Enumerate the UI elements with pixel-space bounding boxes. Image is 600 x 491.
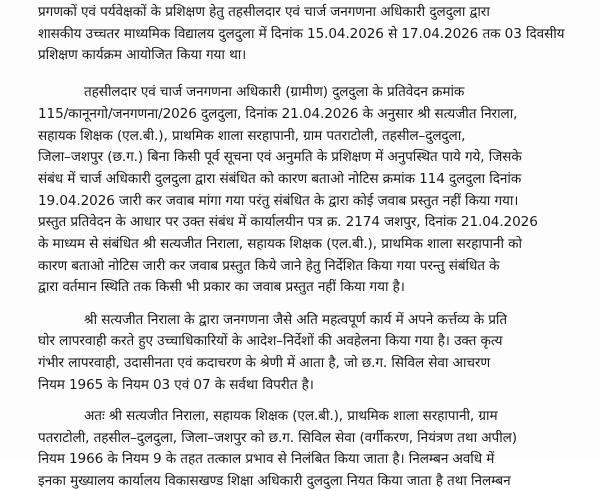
text-line: द्वारा वर्तमान स्थिति तक किसी भी प्रकार का जवाब प्रस्तुत नहीं किया गया है। — [38, 279, 405, 295]
text-line: जिला–जशपुर (छ.ग.) बिना किसी पूर्व सूचना एवं अनुमति के प्रशिक्षण में अनुपस्थित पाये गये, जिसके — [38, 149, 522, 165]
text-line: संबंध में चार्ज अधिकारी दुलदुला द्वारा संबंधित को कारण बताओ नोटिस क्रमांक 114 दुलदुला दिनांक — [38, 171, 522, 187]
text-line: घोर लापरवाही करते हुए उच्चाधिकारियों के आदेश–निर्देशों की अवहेलना किया गया है। उक्त कृत्य — [38, 333, 503, 349]
text-line: नियम 1966 के नियम 9 के तहत तत्काल प्रभाव से निलंबित किया जाता है। निलम्बन अवधि में — [38, 451, 495, 467]
text-line: गंभीर लापरवाही, उदासीनता एवं कदाचरण के श्रेणी में आता है, जो छ.ग. सिविल सेवा आचरण — [38, 355, 491, 371]
text-line: के माध्यम से संबंधित श्री सत्यजीत निराला, सहायक शिक्षक (एल.बी.), प्राथमिक शाला सरहापानी को — [38, 236, 522, 252]
text-line: पतराटोली, तहसील–दुलदुला, जिला–जशपुर को छ.ग. सिविल सेवा (वर्गीकरण, नियंत्रण तथा अपील) — [38, 430, 517, 446]
text-line: सहायक शिक्षक (एल.बी.), प्राथमिक शाला सरहापानी, ग्राम पतराटोली, तहसील–दुलदुला, — [38, 128, 466, 144]
text-line: प्रस्तुत प्रतिवेदन के आधार पर उक्त संबंध में कार्यालयीन पत्र क्र. 2174 जशपुर, दिनांक 21.04.2026 — [38, 214, 538, 230]
text-line: प्रशिक्षण कार्यक्रम आयोजित किया गया था। — [38, 47, 247, 63]
text-line: नियम 1965 के नियम 03 एवं 07 के सर्वथा विपरीत है। — [38, 377, 314, 393]
text-line: तहसीलदार एवं चार्ज जनगणना अधिकारी (ग्रामीण) दुलदुला के प्रतिवेदन क्रमांक — [84, 84, 465, 100]
text-line: श्री सत्यजीत निराला के द्वारा जनगणना जैसे अति महत्वपूर्ण कार्य में अपने कर्त्तव्य के प्रति — [84, 312, 508, 328]
text-line: 19.04.2026 जारी कर जवाब मांगा गया परंतु संबंधित के द्वारा कोई जवाब प्रस्तुत नहीं किया गया। — [38, 193, 519, 209]
text-line: कारण बताओ नोटिस जारी कर जवाब प्रस्तुत किये जाने हेतु निर्देशित किया गया परन्तु संबंधित के — [38, 258, 500, 274]
text-line: इनका मुख्यालय कार्यालय विकासखण्ड शिक्षा अधिकारी दुलदुला नियत किया जाता है तथा निलम्बन — [38, 473, 511, 489]
text-line: शासकीय उच्चतर माध्यमिक विद्यालय दुलदुला में दिनांक 15.04.2026 से 17.04.2026 तक 03 दिवसीय — [38, 26, 565, 42]
text-line: प्रगणकों एवं पर्यवेक्षकों के प्रशिक्षण हेतु तहसीलदार एवं चार्ज जनगणना अधिकारी दुलदुला द्वारा — [38, 4, 490, 20]
text-line: 115/कानूनगो/जनगणना/2026 दुलदुला, दिनांक 21.04.2026 के अनुसार श्री सत्यजीत निराला, — [38, 106, 518, 122]
text-line: अतः श्री सत्यजीत निराला, सहायक शिक्षक (एल.बी.), प्राथमिक शाला सरहापानी, ग्राम — [84, 408, 498, 424]
